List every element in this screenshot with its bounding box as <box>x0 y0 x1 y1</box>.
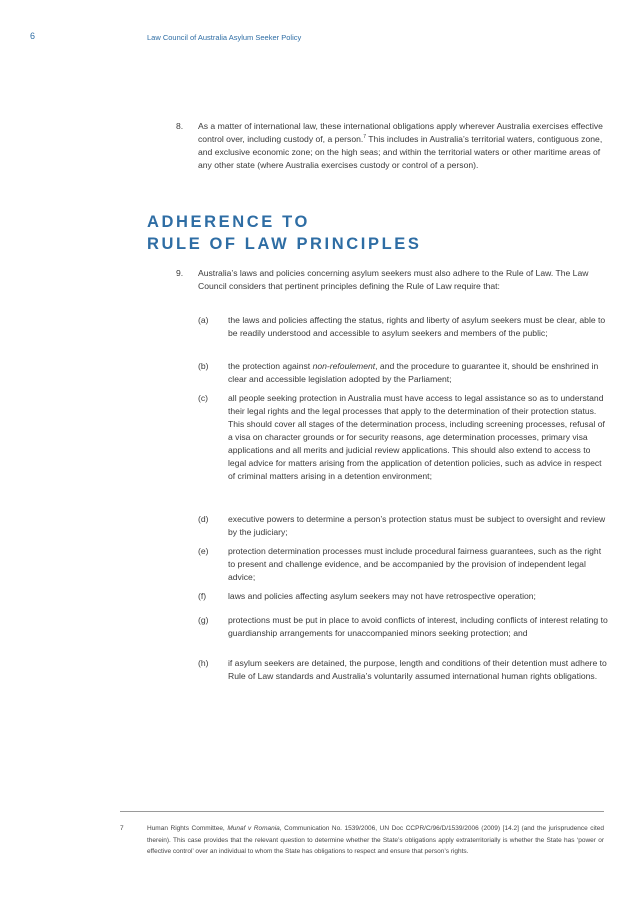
running-title: Law Council of Australia Asylum Seeker Policy <box>147 33 302 42</box>
item-text: executive powers to determine a person’s protection status must be subject to oversight and review by the judiciary; <box>228 514 606 537</box>
item-text: protections must be put in place to avoid conflicts of interest, including conflicts of interest relating to guardianship arrangements for unaccompanied minors seeking protection; and <box>228 615 608 638</box>
list-item-f <box>198 590 608 603</box>
list-item-g <box>198 614 608 640</box>
footnote-number: 7 <box>120 825 124 832</box>
paragraph-number: 9. <box>176 268 184 278</box>
section-heading <box>147 211 421 255</box>
item-text: laws and policies affecting asylum seekers may not have retrospective operation; <box>228 591 536 601</box>
list-item-b <box>198 360 608 386</box>
item-text: protection determination processes must include procedural fairness guarantees, such as the right to present and challenge evidence, and be accompanied by the provision of independent legal advice; <box>228 546 602 582</box>
item-text: if asylum seekers are detained, the purpose, length and conditions of their detention must adhere to Rule of Law standards and Australia’s voluntarily assumed international human rights obligations. <box>228 658 607 681</box>
list-item-a <box>198 314 608 340</box>
footnote <box>120 823 604 858</box>
item-text: all people seeking protection in Australia must have access to legal assistance so as to understand their legal rights and the legal processes that apply to the determination of their protection status. This should cover all stages of the determination process, including screening processes, refusal of a visa on character grounds or for security reasons, age determination processes, primary visa applications and all merits and judicial review applications. This should also extend to access to legal advice for matters arising from the application of detention policies, such as advice in respect of criminal matters arising in a detention environment; <box>228 393 605 481</box>
footnote-reference[interactable]: 7 <box>363 134 367 141</box>
paragraph-number: 8. <box>176 121 184 131</box>
list-item-e <box>198 545 608 584</box>
item-label: (h) <box>198 658 209 668</box>
heading-line-1: ADHERENCE TO <box>147 213 310 231</box>
italic-term: non-refoulement <box>312 361 376 371</box>
item-label: (g) <box>198 615 209 625</box>
list-item-d <box>198 513 608 539</box>
paragraph-text: Australia’s laws and policies concerning asylum seekers must also adhere to the Rule of Law. The Law Council considers that pertinent principles defining the Rule of Law require that: <box>198 268 589 291</box>
item-text: the protection against non-refoulement, and the procedure to guarantee it, should be enshrined in clear and accessible legislation adopted by the Parliament; <box>228 361 599 384</box>
page-number: 6 <box>30 31 36 41</box>
item-label: (b) <box>198 361 209 371</box>
paragraph-9 <box>176 267 604 293</box>
case-name: Munaf v Romania <box>227 825 280 832</box>
item-text: the laws and policies affecting the status, rights and liberty of asylum seekers must be clear, able to be readily understood and accessible to asylum seekers and members of the public; <box>228 315 606 338</box>
item-label: (a) <box>198 315 209 325</box>
footnote-divider <box>120 811 604 812</box>
item-label: (c) <box>198 393 209 403</box>
item-label: (d) <box>198 514 209 524</box>
footnote-text: Human Rights Committee, Munaf v Romania, Communication No. 1539/2006, UN Doc CCPR/C/96/D/1539/2006 (2009) [14.2] (and the jurisprudence cited therein). This case provides that the relevant question to determine whether the State’s obligations apply extraterritorially is whether the State has ‘power or effective control’ over an individual to whom the State has obligations to respect and ensure that person’s rights. <box>147 825 604 855</box>
list-item-c <box>198 392 608 483</box>
item-label: (e) <box>198 546 209 556</box>
paragraph-text: As a matter of international law, these international obligations apply wherever Australia exercises effective control over, including custody of, a person.$^7$ This includes in Australia’s territorial waters, contiguous zone, and exclusive economic zone; on the high seas; and within the territorial waters or other maritime areas of any other state (where Australia exercises custody or control of a person). <box>198 121 603 170</box>
heading-line-2: RULE OF LAW PRINCIPLES <box>147 235 422 253</box>
paragraph-8 <box>176 120 604 172</box>
item-label: (f) <box>198 591 207 601</box>
list-item-h <box>198 657 608 683</box>
